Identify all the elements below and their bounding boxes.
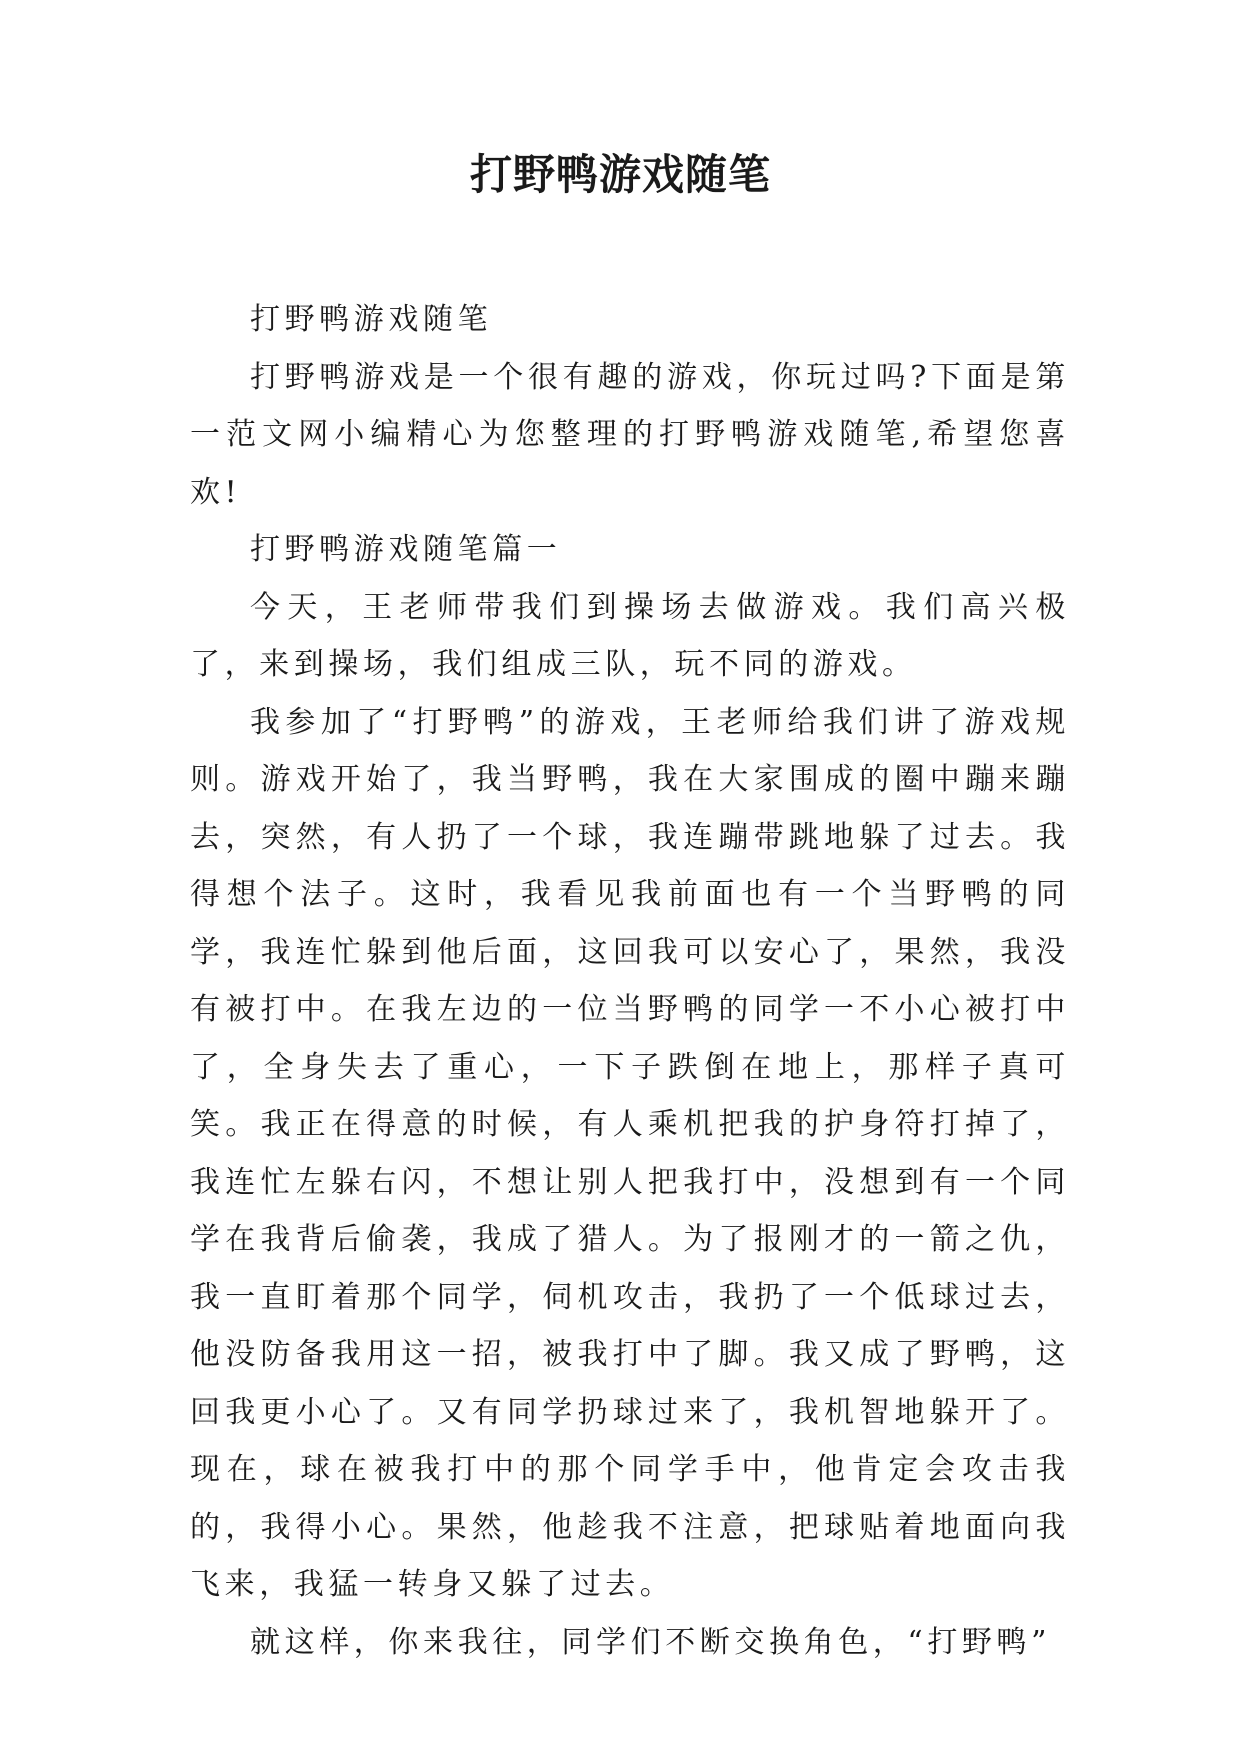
document-title: 打野鸭游戏随笔 <box>469 150 771 199</box>
paragraph-section-heading: 打野鸭游戏随笔篇一 <box>250 532 562 567</box>
paragraph-body: 今天，王老师带我们到操场去做游戏。我们高兴极了，来到操场，我们组成三队，玩不同的游戏。 <box>190 589 1070 682</box>
paragraph-body: 就这样，你来我往，同学们不断交换角色，“打野鸭” <box>250 1624 1052 1660</box>
document-body <box>190 291 1070 1671</box>
paragraph-subtitle: 打野鸭游戏随笔 <box>250 302 493 337</box>
paragraph-intro: 打野鸭游戏是一个很有趣的游戏，你玩过吗?下面是第一范文网小编精心为您整理的打野鸭游戏随笔,希望您喜欢! <box>190 359 1070 510</box>
paragraph-body: 我参加了“打野鸭”的游戏，王老师给我们讲了游戏规则。游戏开始了，我当野鸭，我在大家围成的圈中蹦来蹦去，突然，有人扔了一个球，我连蹦带跳地躲了过去。我得想个法子。这时，我看见我前面也有一个当野鸭的同学，我连忙躲到他后面，这回我可以安心了，果然，我没有被打中。在我左边的一位当野鸭的同学一不小心被打中了，全身失去了重心，一下子跌倒在地上，那样子真可笑。我正在得意的时候，有人乘机把我的护身符打掉了，我连忙左躲右闪，不想让别人把我打中，没想到有一个同学在我背后偷袭，我成了猎人。为了报刚才的一箭之仇，我一直盯着那个同学，伺机攻击，我扔了一个低球过去，他没防备我用这一招，被我打中了脚。我又成了野鸭，这回我更小心了。又有同学扔球过来了，我机智地躲开了。现在，球在被我打中的那个同学手中，他肯定会攻击我的，我得小心。果然，他趁我不注意，把球贴着地面向我飞来，我猛一转身又躲了过去。 <box>190 704 1070 1602</box>
